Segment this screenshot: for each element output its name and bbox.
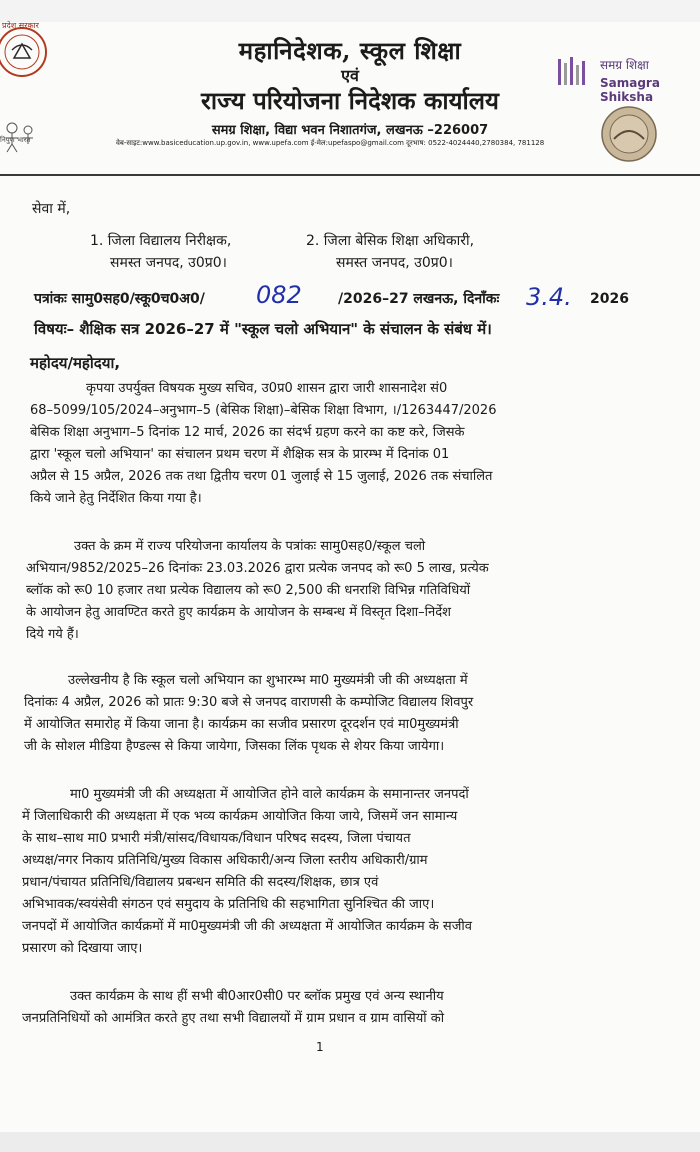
para-4-line-6: अभिभावक/स्वयंसेवी संगठन एवं समुदाय के प्रतिनिधि की सहभागिता सुनिश्चित की जाए। [22,897,435,912]
recipient-1-line2: समस्त जनपद, उ0प्र0। [110,255,227,271]
para-4-line-2: में जिलाधिकारी की अध्यक्षता में एक भव्य कार्यक्रम आयोजित किया जाये, जिसमें जन सामान्य [22,809,458,824]
para-2-line-1: उक्त के क्रम में राज्य परियोजना कार्यालय के पत्रांकः सामु0सह0/स्कूल चलो [74,539,426,554]
handwritten-date: 3.4. [526,283,572,311]
recipient-1-line1: 1. जिला विद्यालय निरीक्षक, [90,233,232,249]
mascot-caption: निपुण भारत [0,136,31,144]
para-4-line-7: जनपदों में आयोजित कार्यक्रमों में मा0मुख्यमंत्री जी की अध्यक्षता में आयोजित कार्यक्रम के सजीव [22,919,472,934]
samagra-hindi-label: समग्र शिक्षा [600,58,649,72]
para-2-line-3: ब्लॉक को रू0 10 हजार तथा प्रत्येक विद्यालय को रू0 2,500 की धनराशि विभिन्न गतिविधियों [26,583,471,598]
samagra-english-label: Samagra Shiksha [600,76,660,104]
greeting: महोदय/महोदया, [30,354,121,372]
subject-line: विषयः– शैक्षिक सत्र 2026–27 में "स्कूल चलो अभियान" के संचालन के संबंध में। [34,320,492,338]
para-2-line-5: दिये गये हैं। [26,627,79,642]
para-2-line-4: के आयोजन हेतु आवण्टित करते हुए कार्यक्रम के आयोजन के सम्बन्ध में विस्तृत दिशा–निर्देश [26,605,452,620]
page-number: 1 [316,1040,324,1054]
emblem-text: प्रदेश सरकार [2,21,39,30]
office-title-line2: एवं [341,66,359,85]
para-2-line-2: अभियान/9852/2025–26 दिनांकः 23.03.2026 द्वारा प्रत्येक जनपद को रू0 5 लाख, प्रत्येक [26,561,489,576]
para-1-line-2: 68–5099/105/2024–अनुभाग–5 (बेसिक शिक्षा)–बेसिक शिक्षा विभाग, ।/1263447/2026 [30,403,497,418]
para-1-line-6: किये जाने हेतु निर्देशित किया गया है। [30,491,202,506]
para-1-line-5: अप्रैल से 15 अप्रैल, 2026 तक तथा द्वितीय चरण 01 जुलाई से 15 जुलाई, 2026 तक संचालित [30,469,493,484]
para-3-line-4: जी के सोशल मीडिया हैण्डल्स से किया जायेगा, जिसका लिंक पृथक से शेयर किया जायेगा। [24,739,445,754]
para-1-line-4: द्वारा 'स्कूल चलो अभियान' का संचालन प्रथम चरण में शैक्षिक सत्र के प्रारम्भ में दिनांक 01 [30,447,450,462]
para-4-line-4: अध्यक्ष/नगर निकाय प्रतिनिधि/मुख्य विकास अधिकारी/अन्य जिला स्तरीय अधिकारी/ग्राम [22,853,428,868]
office-contact: वेब-साइट:www.basiceducation.up.gov.in, www.upefa.com ई-मेल:upefaspo@gmail.com दूरभाष: 0522-4024440,2780384, 781128 [116,139,545,147]
para-4-line-5: प्रधान/पंचायत प्रतिनिधि/विद्यालय प्रबन्धन समिति की सदस्य/शिक्षक, छात्र एवं [22,875,379,890]
bottom-band [0,1132,700,1152]
samagra-shiksha-logo-icon [554,55,594,89]
para-1-line-1: कृपया उपर्युक्त विषयक मुख्य सचिव, उ0प्र0 शासन द्वारा जारी शासनादेश सं0 [86,381,448,396]
top-band [0,0,700,22]
recipient-2-line1: 2. जिला बेसिक शिक्षा अधिकारी, [306,233,475,249]
para-3-line-2: दिनांकः 4 अप्रैल, 2026 को प्रातः 9:30 बजे से जनपद वाराणसी के कम्पोजिट विद्यालय शिवपुर [24,695,474,710]
para-4-line-8: प्रसारण को दिखाया जाए। [22,941,143,956]
header-divider [0,174,700,176]
para-5-line-2: जनप्रतिनिधियों को आमंत्रित करते हुए तथा सभी विद्यालयों में ग्राम प्रधान व ग्राम वासियों को [22,1011,445,1026]
letter-number-prefix: पत्रांकः सामु0सह0/स्कू0च0अ0/ [34,291,205,307]
office-title-line3: राज्य परियोजना निदेशक कार्यालय [201,86,499,115]
office-address: समग्र शिक्षा, विद्या भवन निशातगंज, लखनऊ –226007 [211,123,489,138]
para-1-line-3: बेसिक शिक्षा अनुभाग–5 दिनांक 12 मार्च, 2026 का संदर्भ ग्रहण करने का कष्ट करे, जिसके [30,425,465,440]
handwritten-letter-number: 082 [256,281,302,309]
para-3-line-3: में आयोजित समारोह में किया जाना है। कार्यक्रम का सजीव प्रसारण दूरदर्शन एवं मा0मुख्यमंत्री [24,717,459,732]
school-chalo-emblem-icon [600,105,658,163]
recipient-2-line2: समस्त जनपद, उ0प्र0। [336,255,453,271]
para-4-line-1: मा0 मुख्यमंत्री जी की अध्यक्षता में आयोजित होने वाले कार्यक्रम के समानान्तर जनपदों [70,787,469,802]
letter-year: 2026 [590,291,629,307]
office-title-line1: महानिदेशक, स्कूल शिक्षा [238,36,462,65]
letter-place-date-label: /2026–27 लखनऊ, दिनाँकः [338,291,500,307]
para-3-line-1: उल्लेखनीय है कि स्कूल चलो अभियान का शुभारम्भ मा0 मुख्यमंत्री जी की अध्यक्षता में [68,673,468,688]
para-4-line-3: के साथ–साथ मा0 प्रभारी मंत्री/सांसद/विधायक/विधान परिषद सदस्य, जिला पंचायत [22,831,411,846]
para-5-line-1: उक्त कार्यक्रम के साथ हीं सभी बी0आर0सी0 पर ब्लॉक प्रमुख एवं अन्य स्थानीय [70,989,444,1004]
salutation-to: सेवा में, [32,201,71,217]
